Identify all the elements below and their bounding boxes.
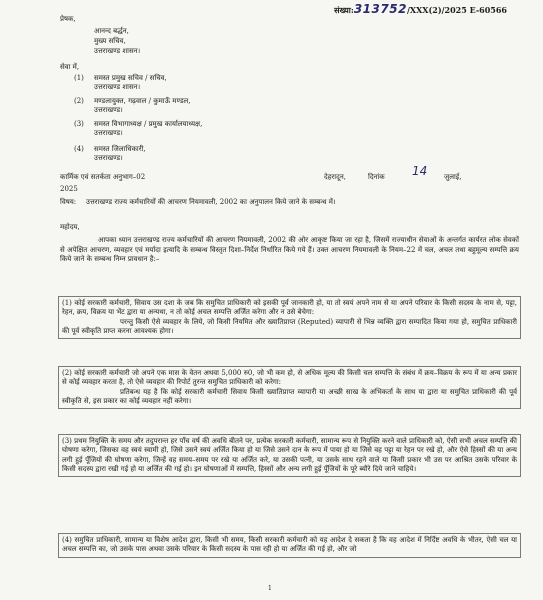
rule-2-text: (2) कोई सरकारी कर्मचारी जो अपने एक मास के वेतन अथवा 5,000 रु0, जो भी कम हो, से अधिक मूल्य की किसी चल सम्पत्ति के संबंध में क्रय–विक्रय के रूप में या अन्य प्रकार से कोई व्यवहार करता है, तो ऐसे व्यवहार की रिपोर्ट तुरन्त समुचित प्राधिकारी को करेगा:	[62, 369, 517, 387]
reference-handwritten-number: 313752	[353, 2, 407, 16]
sender-office: उत्तराखण्ड शासन।	[94, 47, 141, 55]
recipients-label: सेवा में,	[60, 63, 80, 71]
reference-prefix: संख्या:	[334, 5, 354, 15]
rule-2-proviso: प्रतिबन्ध यह है कि कोई सरकारी कर्मचारी सिवाय किसी ख्यातिप्राप्त व्यापारी या अच्छी साख के अभिकर्ता के साथ या द्वारा या समुचित प्राधिकारी की पूर्व स्वीकृति से, इस प्रकार का कोई व्यवहार नहीं करेगा।	[62, 387, 517, 405]
place-name: देहरादून,	[324, 173, 346, 181]
recipient-place: उत्तराखण्ड।	[94, 129, 123, 137]
recipient-number: (4)	[74, 145, 84, 153]
date-day-handwritten: 14	[412, 164, 428, 178]
recipient-number: (3)	[74, 120, 84, 128]
rule-3-text: (3) प्रथम नियुक्ति के समय और तदुपरान्त हर पाँच वर्ष की अवधि बीतने पर, प्रत्येक सरकारी कर्मचारी, सामान्य रूप से नियुक्ति करने वाले प्राधिकारी को, ऐसी सभी अचल सम्पत्ति की घोषणा करेगा, जिसका वह स्वयं स्वामी हो, जिसे उसने स्वयं अर्जित किया हो या जिसे उसने दान के रूप में पाया हो या जिसे वह पट्टा या रेहन पर रखे हो, और ऐसे हिस्सों की या अन्य लगी हुई पूँजियों की घोषणा करेगा, जिन्हें वह समय–समय पर रखे या अर्जित करे, या उसकी पत्नी, या उसके साथ रहने वाले या किसी प्रकार भी उस पर आश्रित उसके परिवार के किसी सदस्य द्वारा रखी गई हो या अर्जित की गई हो। इन घोषणाओं में सम्पत्ति, हिस्सों और अन्य लगी हुई पूँजियों के पूरे ब्यौरे दिये जाने चाहिये।	[62, 437, 517, 473]
recipient-number: (2)	[74, 97, 84, 105]
date-month: जुलाई,	[444, 173, 462, 181]
rule-1-text: (1) कोई सरकारी कर्मचारी, सिवाय उस दशा के जब कि समुचित प्राधिकारी को इसकी पूर्व जानकारी हो, या तो स्वयं अपने नाम से या अपने परिवार के किसी सदस्य के नाम से, पट्टा, रेहन, क्रय, विक्रय या भेंट द्वारा या अन्यथा, न तो कोई अचल सम्पत्ति अर्जित करेगा और न उसे बेचेगा:	[62, 299, 517, 317]
rule-4-box	[58, 533, 521, 558]
date-year: 2025	[60, 185, 78, 193]
recipient-place: उत्तराखण्ड।	[94, 154, 123, 162]
section-name: कार्मिक एवं सतर्कता अनुभाग–02	[60, 173, 146, 181]
recipient-item	[74, 120, 203, 138]
recipient-item	[74, 145, 146, 163]
reference-number	[334, 4, 507, 15]
recipient-title: समस्त विभागाध्यक्ष / प्रमुख कार्यालयाध्यक्ष,	[94, 120, 203, 128]
salutation: महोदय,	[60, 223, 80, 231]
sender-designation: मुख्य सचिव,	[94, 37, 126, 45]
date-label: दिनांक	[368, 173, 385, 181]
recipient-item	[74, 97, 191, 115]
sender-name: आनन्द बर्द्धन,	[94, 27, 129, 35]
rule-4-text: (4) समुचित प्राधिकारी, सामान्य या विशेष आदेश द्वारा, किसी भी समय, किसी सरकारी कर्मचारी को यह आदेश दे सकता है कि वह आदेश में निर्दिष्ट अवधि के भीतर, ऐसी चल या अचल सम्पत्ति का, जो उसके पास अथवा उसके परिवार के किसी सदस्य के पास रही हो या अर्जित की गई हो, और जो	[62, 536, 517, 554]
recipient-title: समस्त जिलाधिकारी,	[94, 145, 146, 153]
rule-3-box	[58, 434, 521, 477]
intro-paragraph: आपका ध्यान उत्तराखण्ड राज्य कर्मचारियों की आचरण नियमावली, 2002 की ओर आकृष्ट किया जा रहा है, जिसमें राज्याधीन सेवाओं के अन्तर्गत कार्यरत लोक सेवकों से अपेक्षित आचरण, व्यवहार एवं मर्यादा इत्यादि के सम्बन्ध विस्तृत दिशा–निर्देश निर्धारित किये गये हैं। उक्त आचरण नियमावली के नियम–22 में चल, अचल तथा बहुमूल्य सम्पत्ति क्रय किये जाने के सम्बन्ध निम्न प्रावधान है:–	[60, 236, 519, 264]
subject-text: उत्तराखण्ड राज्य कर्मचारियों की आचरण नियमावली, 2002 का अनुपालन किये जाने के सम्बन्ध में।	[86, 198, 336, 206]
recipient-place: उत्तराखण्ड।	[94, 106, 123, 114]
recipient-title: समस्त प्रमुख सचिव / सचिव,	[94, 74, 167, 82]
page-number: 1	[268, 585, 272, 592]
rule-1-proviso: परन्तु किसी ऐसे व्यवहार के लिये, जो किसी नियमित और ख्यातिप्राप्त (Reputed) व्यापारी से भिन्न व्यक्ति द्वारा सम्पादित किया गया हो, समुचित प्राधिकारी की पूर्व स्वीकृति प्राप्त करना आवश्यक होगा।	[62, 317, 517, 335]
rule-1-box	[58, 296, 521, 339]
sender-label: प्रेषक,	[60, 15, 76, 23]
rule-2-box	[58, 366, 521, 409]
recipient-item	[74, 74, 167, 92]
recipient-title: मण्डलायुक्त, गढ़वाल / कुमाऊँ मण्डल,	[94, 97, 191, 105]
recipient-place: उत्तराखण्ड शासन।	[94, 83, 141, 91]
recipient-number: (1)	[74, 74, 84, 82]
reference-suffix: /XXX(2)/2025 E-60566	[406, 5, 507, 15]
subject-label: विषय:	[60, 198, 77, 206]
